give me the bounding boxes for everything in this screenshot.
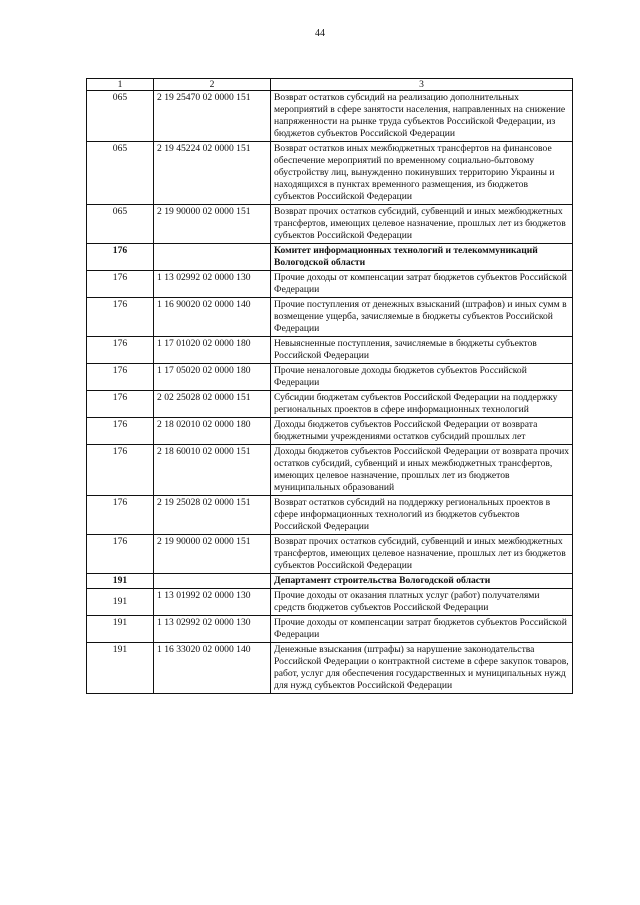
admin-code-cell: 176 [87,271,154,298]
table-body [87,91,573,694]
revenue-code-cell: 2 19 90000 02 0000 151 [154,205,271,244]
table-row [87,142,573,205]
revenue-code-cell: 2 18 02010 02 0000 180 [154,418,271,445]
revenue-name-cell: Прочие поступления от денежных взысканий (штрафов) и иных сумм в возмещение ущерба, зачисляемые в бюджеты субъектов Российской Федерации [271,298,573,337]
admin-code-cell: 176 [87,445,154,496]
admin-code-cell: 176 [87,244,154,271]
table-row [87,589,573,616]
revenue-name-cell: Доходы бюджетов субъектов Российской Федерации от возврата прочих остатков субсидий, субвенций и иных межбюджетных трансфертов, имеющих целевое назначение, прошлых лет из бюджетов муниципальных образований [271,445,573,496]
revenue-name-cell: Комитет информационных технологий и телекоммуникаций Вологодской области [271,244,573,271]
column-header-2: 2 [154,79,271,91]
revenue-code-cell: 1 13 01992 02 0000 130 [154,589,271,616]
table-row [87,271,573,298]
revenue-name-cell: Денежные взыскания (штрафы) за нарушение законодательства Российской Федерации о контрактной системе в сфере закупок товаров, работ, услуг для обеспечения государственных и муниципальных нужд для нужд субъектов Российской Федерации [271,643,573,694]
revenue-name-cell: Департамент строительства Вологодской области [271,574,573,589]
table-row [87,445,573,496]
table-row [87,643,573,694]
revenue-name-cell: Прочие доходы от компенсации затрат бюджетов субъектов Российской Федерации [271,616,573,643]
table-row [87,91,573,142]
revenue-name-cell: Возврат прочих остатков субсидий, субвенций и иных межбюджетных трансфертов, имеющих целевое назначение, прошлых лет из бюджетов субъектов Российской Федерации [271,205,573,244]
column-header-1: 1 [87,79,154,91]
revenue-code-cell: 1 13 02992 02 0000 130 [154,616,271,643]
table-row [87,418,573,445]
revenue-code-cell: 2 18 60010 02 0000 151 [154,445,271,496]
admin-code-cell: 176 [87,418,154,445]
table-row [87,337,573,364]
revenue-name-cell: Возврат остатков субсидий на реализацию дополнительных мероприятий в сфере занятости населения, направленных на снижение напряженности на рынке труда субъектов Российской Федерации, из бюджетов субъектов Российской Федерации [271,91,573,142]
revenue-code-cell: 1 16 90020 02 0000 140 [154,298,271,337]
page-number: 44 [315,28,325,39]
revenue-code-cell: 1 17 01020 02 0000 180 [154,337,271,364]
revenue-code-cell [154,574,271,589]
admin-code-cell: 176 [87,391,154,418]
revenue-code-cell [154,244,271,271]
column-header-3: 3 [271,79,573,91]
admin-code-cell: 191 [87,589,154,616]
revenue-code-cell: 1 13 02992 02 0000 130 [154,271,271,298]
revenue-code-cell: 2 19 90000 02 0000 151 [154,535,271,574]
revenue-name-cell: Доходы бюджетов субъектов Российской Федерации от возврата бюджетными учреждениями остатков субсидий прошлых лет [271,418,573,445]
revenue-code-cell: 2 02 25028 02 0000 151 [154,391,271,418]
revenue-code-cell: 2 19 25028 02 0000 151 [154,496,271,535]
table-row [87,616,573,643]
revenue-codes-table [86,78,573,694]
revenue-code-cell: 2 19 45224 02 0000 151 [154,142,271,205]
admin-code-cell: 176 [87,364,154,391]
revenue-name-cell: Субсидии бюджетам субъектов Российской Федерации на поддержку региональных проектов в сфере информационных технологий [271,391,573,418]
revenue-name-cell: Возврат прочих остатков субсидий, субвенций и иных межбюджетных трансфертов, имеющих целевое назначение, прошлых лет из бюджетов субъектов Российской Федерации [271,535,573,574]
admin-code-cell: 065 [87,142,154,205]
table-row [87,298,573,337]
revenue-code-cell: 1 17 05020 02 0000 180 [154,364,271,391]
revenue-code-cell: 2 19 25470 02 0000 151 [154,91,271,142]
table-header-row [87,79,573,91]
table-row [87,205,573,244]
department-row [87,244,573,271]
revenue-code-cell: 1 16 33020 02 0000 140 [154,643,271,694]
table-row [87,535,573,574]
admin-code-cell: 065 [87,205,154,244]
admin-code-cell: 191 [87,616,154,643]
revenue-name-cell: Невыясненные поступления, зачисляемые в бюджеты субъектов Российской Федерации [271,337,573,364]
admin-code-cell: 176 [87,535,154,574]
revenue-name-cell: Прочие неналоговые доходы бюджетов субъектов Российской Федерации [271,364,573,391]
revenue-name-cell: Прочие доходы от оказания платных услуг (работ) получателями средств бюджетов субъектов Российской Федерации [271,589,573,616]
admin-code-cell: 176 [87,298,154,337]
admin-code-cell: 176 [87,337,154,364]
table-row [87,496,573,535]
admin-code-cell: 065 [87,91,154,142]
revenue-name-cell: Прочие доходы от компенсации затрат бюджетов субъектов Российской Федерации [271,271,573,298]
admin-code-cell: 176 [87,496,154,535]
revenue-name-cell: Возврат остатков иных межбюджетных трансфертов на финансовое обеспечение мероприятий по временному социально-бытовому обустройству лиц, вынужденно покинувших территорию Украины и находящихся в пунктах временного размещения, из бюджетов субъектов Российской Федерации [271,142,573,205]
table-row [87,391,573,418]
admin-code-cell: 191 [87,574,154,589]
department-row [87,574,573,589]
revenue-name-cell: Возврат остатков субсидий на поддержку региональных проектов в сфере информационных технологий из бюджетов субъектов Российской Федерации [271,496,573,535]
admin-code-cell: 191 [87,643,154,694]
table-row [87,364,573,391]
